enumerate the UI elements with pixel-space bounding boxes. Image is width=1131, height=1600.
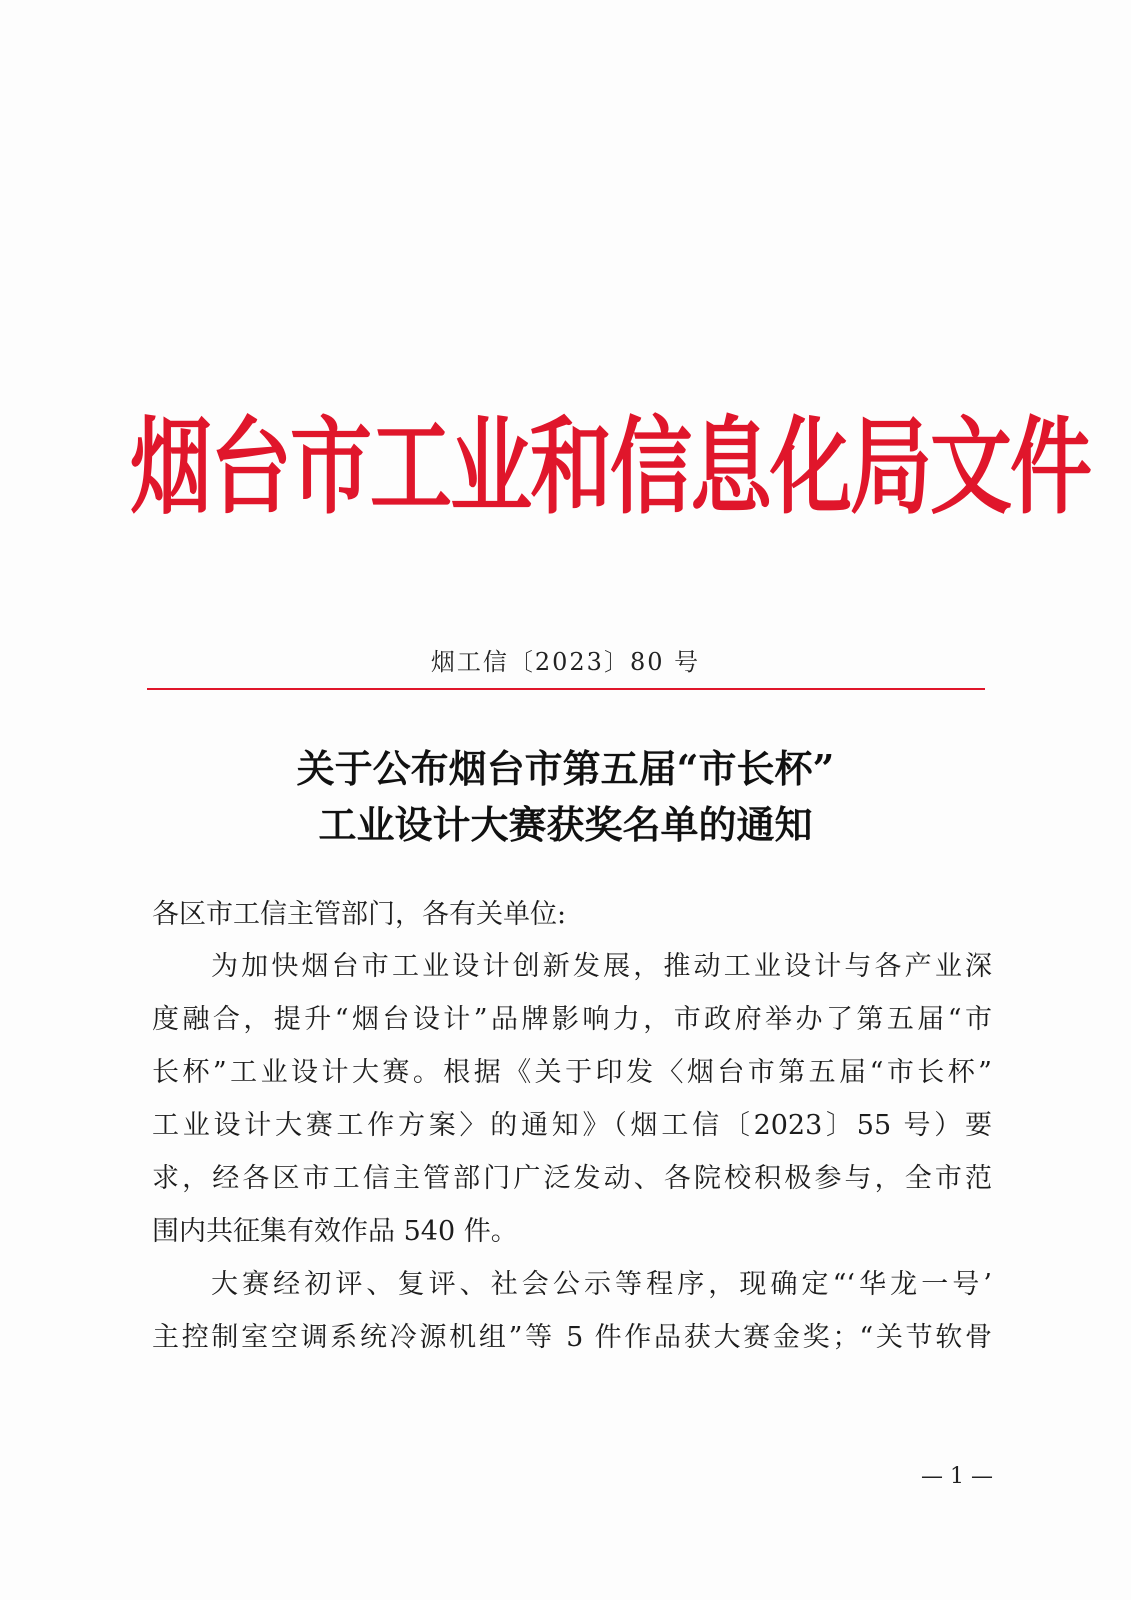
paragraph-line: 大赛经初评、复评、社会公示等程序，现确定“‘华龙一号’ <box>211 1269 992 1300</box>
paragraph-line: 为加快烟台市工业设计创新发展，推动工业设计与各产业深 <box>211 951 992 982</box>
salutation: 各区市工信主管部门，各有关单位: <box>152 899 567 930</box>
red-divider-line <box>147 688 985 690</box>
paragraph-line: 长杯”工业设计大赛。根据《关于印发〈烟台市第五届“市长杯” <box>152 1057 992 1088</box>
paragraph-line: 工业设计大赛工作方案〉的通知》（烟工信〔2023〕55 号）要 <box>152 1110 992 1141</box>
notice-title-line-1: 关于公布烟台市第五届“市长杯” <box>296 746 835 791</box>
paragraph-line: 求，经各区市工信主管部门广泛发动、各院校积极参与，全市范 <box>152 1163 992 1194</box>
notice-title-line-2: 工业设计大赛获奖名单的通知 <box>318 802 813 847</box>
paragraph-line: 围内共征集有效作品 540 件。 <box>152 1216 518 1247</box>
masthead-title: 烟台市工业和信息化局文件 <box>130 407 1091 529</box>
paragraph-line: 主控制室空调系统冷源机组”等 5 件作品获大赛金奖；“关节软骨 <box>152 1322 992 1353</box>
paragraph-line: 度融合，提升“烟台设计”品牌影响力，市政府举办了第五届“市 <box>152 1004 992 1035</box>
document-number: 烟工信〔2023〕80 号 <box>430 648 701 676</box>
page-number: — 1 — <box>921 1464 993 1489</box>
